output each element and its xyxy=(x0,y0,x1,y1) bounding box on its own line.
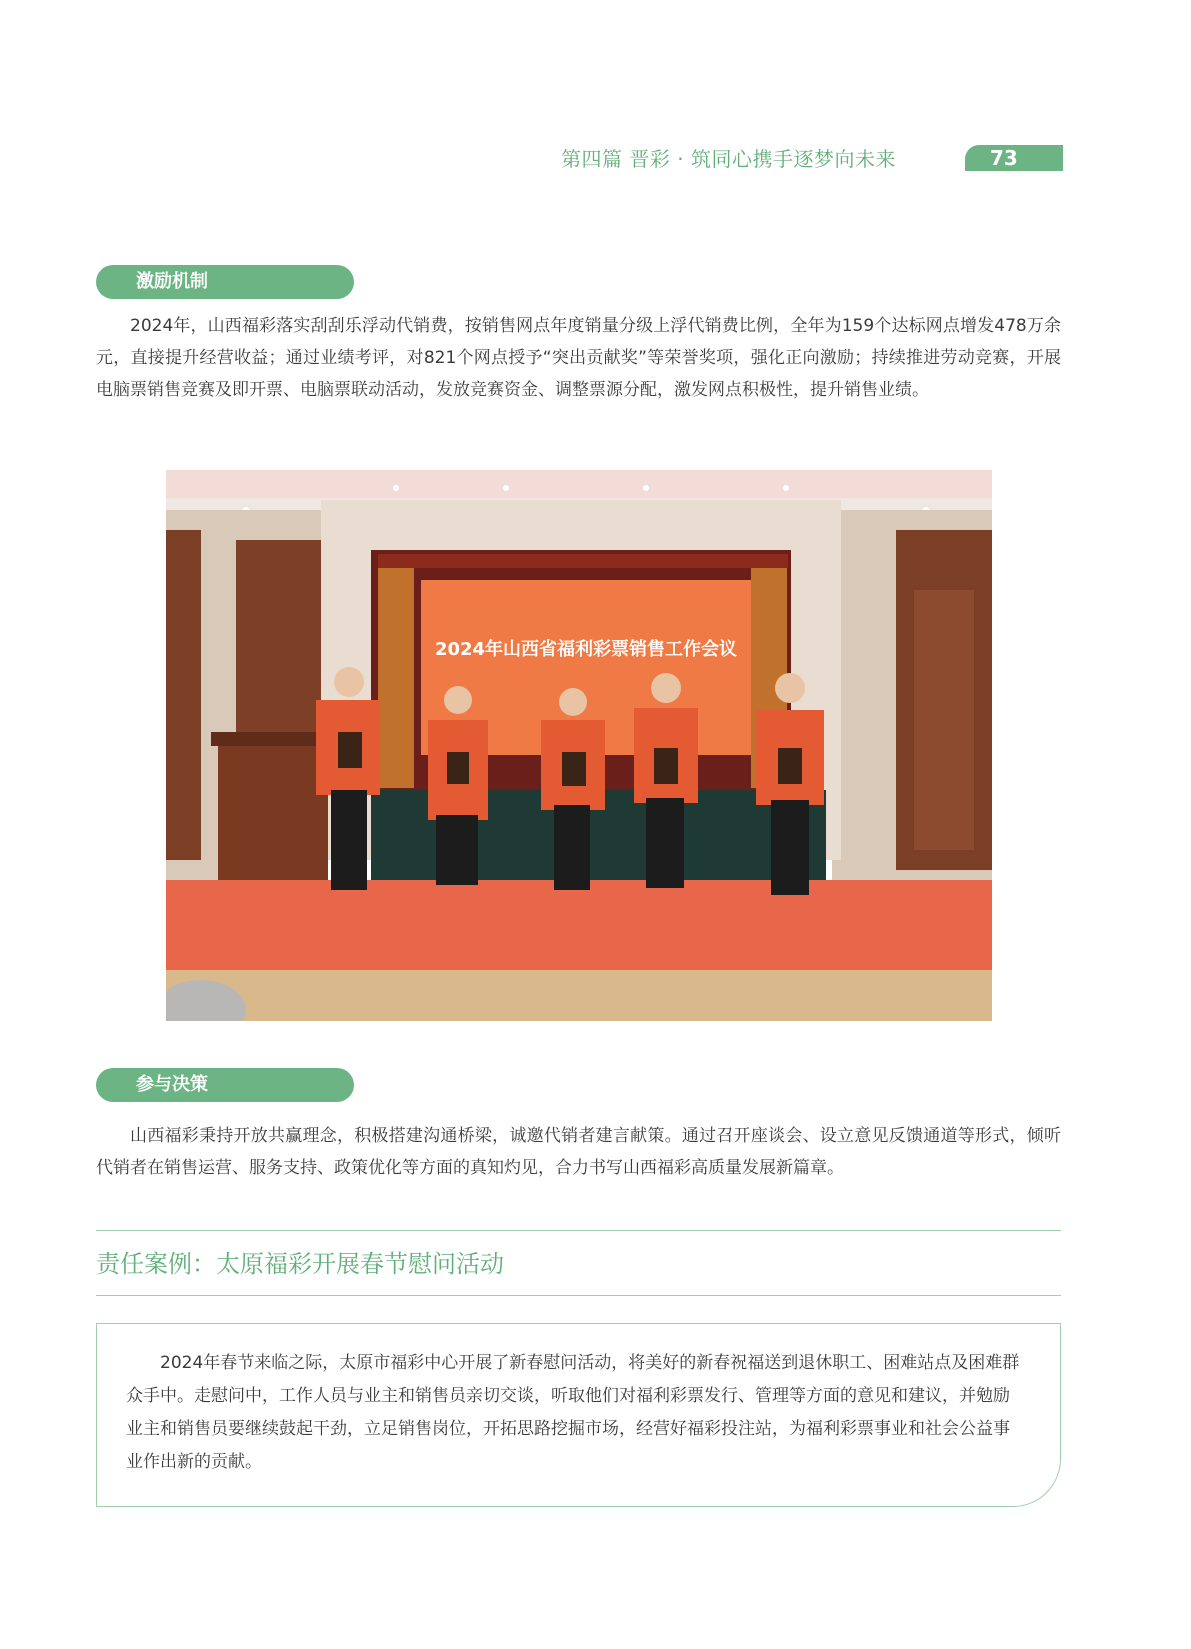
photo-banner-text: 2024年山西省福利彩票销售工作会议 xyxy=(434,639,738,660)
case-body: 2024年春节来临之际，太原市福彩中心开展了新春慰问活动，将美好的新春祝福送到退休职工、困难站点及困难群众手中。走慰问中，工作人员与业主和销售员亲切交谈，听取他们对福利彩票发行、管理等方面的意见和建议，并勉励业主和销售员要继续鼓起干劲，立足销售岗位，开拓思路挖掘市场，经营好福彩投注站，为福利彩票事业和社会公益事业作出新的贡献。 xyxy=(126,1353,1020,1472)
section-title-incentive: 激励机制 xyxy=(96,265,354,299)
section-body-decision: 山西福彩秉持开放共赢理念，积极搭建沟通桥梁，诚邀代销者建言献策。通过召开座谈会、设立意见反馈通道等形式，倾听代销者在销售运营、服务支持、政策优化等方面的真知灼见，合力书写山西福彩高质量发展新篇章。 xyxy=(96,1126,1061,1178)
case-title: 责任案例：太原福彩开展春节慰问活动 xyxy=(96,1250,504,1278)
section-title-decision: 参与决策 xyxy=(96,1068,354,1102)
case-top-rule xyxy=(96,1230,1061,1231)
section-body-incentive: 2024年，山西福彩落实刮刮乐浮动代销费，按销售网点年度销量分级上浮代销费比例，全年为159个达标网点增发478万余元，直接提升经营收益；通过业绩考评，对821个网点授予“突出贡献奖”等荣誉奖项，强化正向激励；持续推进劳动竞赛，开展电脑票销售竞赛及即开票、电脑票联动活动，发放竞赛资金、调整票源分配，激发网点积极性，提升销售业绩。 xyxy=(96,316,1061,400)
case-bottom-rule xyxy=(96,1295,1061,1296)
chapter-title: 第四篇 晋彩 · 筑同心携手逐梦向未来 xyxy=(561,147,896,171)
award-ceremony-photo xyxy=(166,470,992,1021)
page-number: 73 xyxy=(965,145,1063,171)
